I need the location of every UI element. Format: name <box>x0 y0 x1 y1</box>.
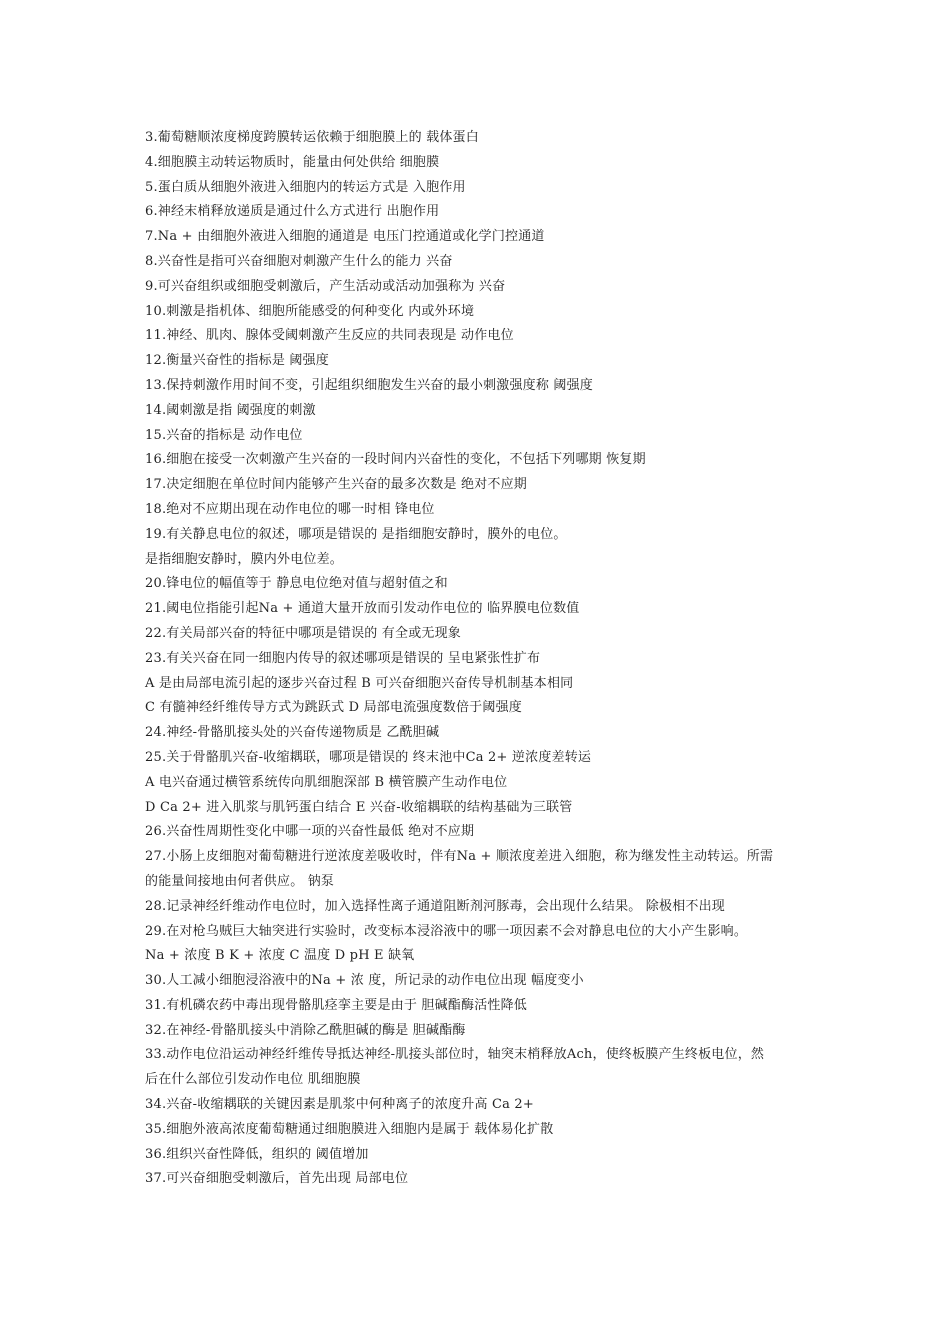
text-line: 22.有关局部兴奋的特征中哪项是错误的 有全或无现象 <box>145 625 462 641</box>
text-line: 26.兴奋性周期性变化中哪一项的兴奋性最低 绝对不应期 <box>145 824 475 840</box>
text-line: 的能量间接地由何者供应。 钠泵 <box>145 873 335 889</box>
text-line: D Ca 2+ 进入肌浆与肌钙蛋白结合 E 兴奋-收缩耦联的结构基础为三联管 <box>145 799 573 815</box>
text-line: 后在什么部位引发动作电位 肌细胞膜 <box>145 1072 361 1088</box>
text-line: 25.关于骨骼肌兴奋-收缩耦联，哪项是错误的 终末池中Ca 2+ 逆浓度差转运 <box>145 749 592 765</box>
text-line: 21.阈电位指能引起Na + 通道大量开放而引发动作电位的 临界膜电位数值 <box>145 601 580 617</box>
text-line: 30.人工减小细胞浸浴液中的Na + 浓 度，所记录的动作电位出现 幅度变小 <box>145 973 584 989</box>
text-line: C 有髓神经纤维传导方式为跳跃式 D 局部电流强度数倍于阈强度 <box>145 700 522 716</box>
document-body <box>145 126 825 1192</box>
text-line: 24.神经-骨骼肌接头处的兴奋传递物质是 乙酰胆碱 <box>145 725 440 741</box>
text-line: 8.兴奋性是指可兴奋细胞对刺激产生什么的能力 兴奋 <box>145 253 453 269</box>
text-line: 29.在对枪乌贼巨大轴突进行实验时，改变标本浸浴液中的哪一项因素不会对静息电位的大小产生影响。 <box>145 923 748 939</box>
text-line: 32.在神经-骨骼肌接头中消除乙酰胆碱的酶是 胆碱酯酶 <box>145 1022 466 1038</box>
text-line: 6.神经末梢释放递质是通过什么方式进行 出胞作用 <box>145 204 440 220</box>
text-line: 31.有机磷农药中毒出现骨骼肌痉挛主要是由于 胆碱酯酶活性降低 <box>145 997 528 1013</box>
text-line: 9.可兴奋组织或细胞受刺激后，产生活动或活动加强称为 兴奋 <box>145 278 506 294</box>
text-line: 5.蛋白质从细胞外液进入细胞内的转运方式是 入胞作用 <box>145 179 466 195</box>
text-line: 36.组织兴奋性降低，组织的 阈值增加 <box>145 1146 369 1162</box>
text-line: 27.小肠上皮细胞对葡萄糖进行逆浓度差吸收时，伴有Na + 顺浓度差进入细胞，称为继发性主动转运。所需 <box>145 849 774 865</box>
text-line: 10.刺激是指机体、细胞所能感受的何种变化 内或外环境 <box>145 303 475 319</box>
text-line: 17.决定细胞在单位时间内能够产生兴奋的最多次数是 绝对不应期 <box>145 477 528 493</box>
text-line: 18.绝对不应期出现在动作电位的哪一时相 锋电位 <box>145 501 435 517</box>
text-line: Na + 浓度 B K + 浓度 C 温度 D pH E 缺氧 <box>145 948 415 964</box>
text-line: 33.动作电位沿运动神经纤维传导抵达神经-肌接头部位时，轴突末梢释放Ach，使终板膜产生终板电位，然 <box>145 1047 765 1063</box>
text-line: 16.细胞在接受一次刺激产生兴奋的一段时间内兴奋性的变化，不包括下列哪期 恢复期 <box>145 452 646 468</box>
text-line: 4.细胞膜主动转运物质时，能量由何处供给 细胞膜 <box>145 154 440 170</box>
text-line: 11.神经、肌肉、腺体受阈刺激产生反应的共同表现是 动作电位 <box>145 328 514 344</box>
text-line: A 是由局部电流引起的逐步兴奋过程 B 可兴奋细胞兴奋传导机制基本相同 <box>145 675 574 691</box>
text-line: 34.兴奋-收缩耦联的关键因素是肌浆中何种离子的浓度升高 Ca 2+ <box>145 1097 534 1113</box>
text-line: 20.锋电位的幅值等于 静息电位绝对值与超射值之和 <box>145 576 448 592</box>
text-line: 15.兴奋的指标是 动作电位 <box>145 427 303 443</box>
text-line: 3.葡萄糖顺浓度梯度跨膜转运依赖于细胞膜上的 载体蛋白 <box>145 130 479 145</box>
text-line: 7.Na + 由细胞外液进入细胞的通道是 电压门控通道或化学门控通道 <box>145 229 545 245</box>
text-line: 23.有关兴奋在同一细胞内传导的叙述哪项是错误的 呈电紧张性扩布 <box>145 650 541 666</box>
text-line: 19.有关静息电位的叙述，哪项是错误的 是指细胞安静时，膜外的电位。 <box>145 526 567 542</box>
text-line: A 电兴奋通过横管系统传向肌细胞深部 B 横管膜产生动作电位 <box>145 774 508 790</box>
text-line: 是指细胞安静时，膜内外电位差。 <box>145 551 344 567</box>
text-line: 35.细胞外液高浓度葡萄糖通过细胞膜进入细胞内是属于 载体易化扩散 <box>145 1121 554 1137</box>
text-line: 14.阈刺激是指 阈强度的刺激 <box>145 402 316 418</box>
text-line: 28.记录神经纤维动作电位时，加入选择性离子通道阻断剂河豚毒，会出现什么结果。 除极相不出现 <box>145 898 726 914</box>
text-line: 13.保持刺激作用时间不变，引起组织细胞发生兴奋的最小刺激强度称 阈强度 <box>145 377 594 393</box>
text-line: 12.衡量兴奋性的指标是 阈强度 <box>145 353 330 369</box>
text-line: 37.可兴奋细胞受刺激后，首先出现 局部电位 <box>145 1171 409 1187</box>
